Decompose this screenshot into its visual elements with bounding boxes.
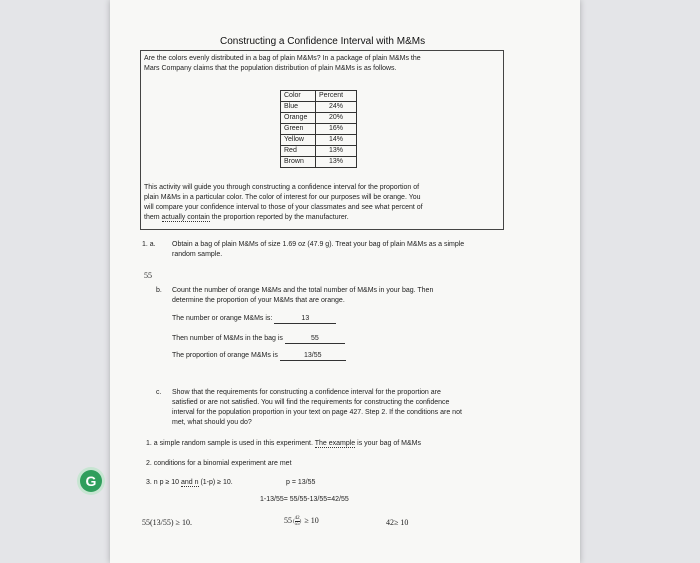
q1c-line-1: Show that the requirements for constructing a confidence interval for the proportion are	[172, 389, 441, 396]
intro-para-text: them	[144, 214, 162, 221]
table-cell: 16%	[316, 124, 357, 135]
table-cell: 20%	[316, 113, 357, 124]
table-cell: Green	[281, 124, 316, 135]
grammarly-g-letter: G	[85, 473, 97, 489]
intro-para-line-1: This activity will guide you through constructing a confidence interval for the proportion of	[144, 184, 420, 191]
color-distribution-table	[280, 90, 357, 168]
table-header-color: Color	[281, 91, 316, 102]
answer-emphasis: The example	[314, 440, 356, 447]
table-row	[281, 135, 357, 146]
intro-para-text: the proportion reported by the manufacturer.	[209, 214, 349, 221]
table-cell: Orange	[281, 113, 316, 124]
table-cell: 13%	[316, 157, 357, 168]
table-row	[281, 102, 357, 113]
answer-line-1	[146, 439, 421, 448]
q1c-line-4: met, what should you do?	[172, 419, 252, 426]
answer-text: 3. n p ≥ 10	[146, 479, 181, 486]
proportion-label: The proportion of orange M&Ms is	[172, 352, 278, 359]
answer-text: is your bag of M&Ms	[355, 440, 421, 447]
answer-emphasis: and n	[180, 479, 199, 486]
answer-line-2: 2. conditions for a binomial experiment are met	[146, 460, 292, 467]
q1a-line-2: random sample.	[172, 251, 223, 258]
q1a-line-1: Obtain a bag of plain M&Ms of size 1.69 oz (47.9 g). Treat your bag of plain M&Ms as a simple	[172, 241, 465, 248]
one-minus-p: 1-13/55= 55/55-13/55=42/55	[260, 496, 349, 503]
q1c-line-2: satisfied or are not satisfied. You will find the requirements for constructing the confidence	[172, 399, 450, 406]
table-cell: 13%	[316, 146, 357, 157]
intro-line-1: Are the colors evenly distributed in a bag of plain M&Ms? In a package of plain M&Ms the	[144, 55, 421, 62]
calc-2-inequality: ≥ 10	[304, 516, 319, 525]
worksheet-page	[110, 0, 580, 563]
q1c-line-3: interval for the population proportion in your text on page 427. Step 2. If the conditions are not	[172, 409, 462, 416]
page-title: Constructing a Confidence Interval with M&Ms	[220, 36, 426, 47]
answer-text: (1-p) ≥ 10.	[198, 479, 233, 486]
q1c-label: c.	[156, 389, 162, 396]
grammarly-g-icon[interactable]	[80, 470, 102, 492]
calc-2: 55( $\frac{42}{55}$ ) ≥ 10	[284, 515, 319, 527]
p-value: p = 13/55	[286, 479, 316, 486]
orange-count-value: 13	[274, 314, 336, 324]
table-header-row	[281, 91, 357, 102]
q1b-line-2: determine the proportion of your M&Ms that are orange.	[172, 297, 345, 304]
q1b-line-1: Count the number of orange M&Ms and the total number of M&Ms in your bag. Then	[172, 287, 434, 294]
answer-line-3	[146, 478, 233, 487]
table-cell: 14%	[316, 135, 357, 146]
q1a-label: 1. a.	[142, 241, 156, 248]
total-count-value: 55	[285, 334, 345, 344]
total-count-label: Then number of M&Ms in the bag is	[172, 335, 283, 342]
table-row	[281, 113, 357, 124]
intro-para-line-3: will compare your confidence interval to those of your classmates and see what percent of	[144, 204, 423, 211]
table-cell: Yellow	[281, 135, 316, 146]
table-row	[281, 157, 357, 168]
calc-2-numerator: 42	[294, 515, 300, 521]
table-cell: Blue	[281, 102, 316, 113]
q1b-label: b.	[156, 287, 162, 294]
calc-2-denominator: 55	[294, 521, 300, 527]
table-row	[281, 146, 357, 157]
proportion-row	[172, 351, 346, 361]
intro-line-2: Mars Company claims that the population distribution of plain M&Ms is as follows.	[144, 65, 397, 72]
table-cell: 24%	[316, 102, 357, 113]
table-row	[281, 124, 357, 135]
total-count-row	[172, 334, 345, 344]
intro-para-line-4	[144, 213, 349, 222]
calc-1: 55(13/55) ≥ 10.	[142, 518, 192, 527]
orange-count-row	[172, 314, 336, 324]
proportion-value: 13/55	[280, 351, 346, 361]
q1a-answer: 55	[144, 271, 152, 280]
answer-text: 1. a simple random sample is used in this experiment.	[146, 440, 315, 447]
table-cell: Red	[281, 146, 316, 157]
orange-count-label: The number or orange M&Ms is:	[172, 315, 273, 322]
intro-para-line-2: plain M&Ms in a particular color. The color of interest for our purposes will be orange. You	[144, 194, 421, 201]
calc-3: 42≥ 10	[386, 518, 409, 527]
intro-emphasis: actually contain	[161, 214, 210, 221]
calc-2-factor: 55	[284, 516, 292, 525]
table-cell: Brown	[281, 157, 316, 168]
table-header-percent: Percent	[316, 91, 357, 102]
